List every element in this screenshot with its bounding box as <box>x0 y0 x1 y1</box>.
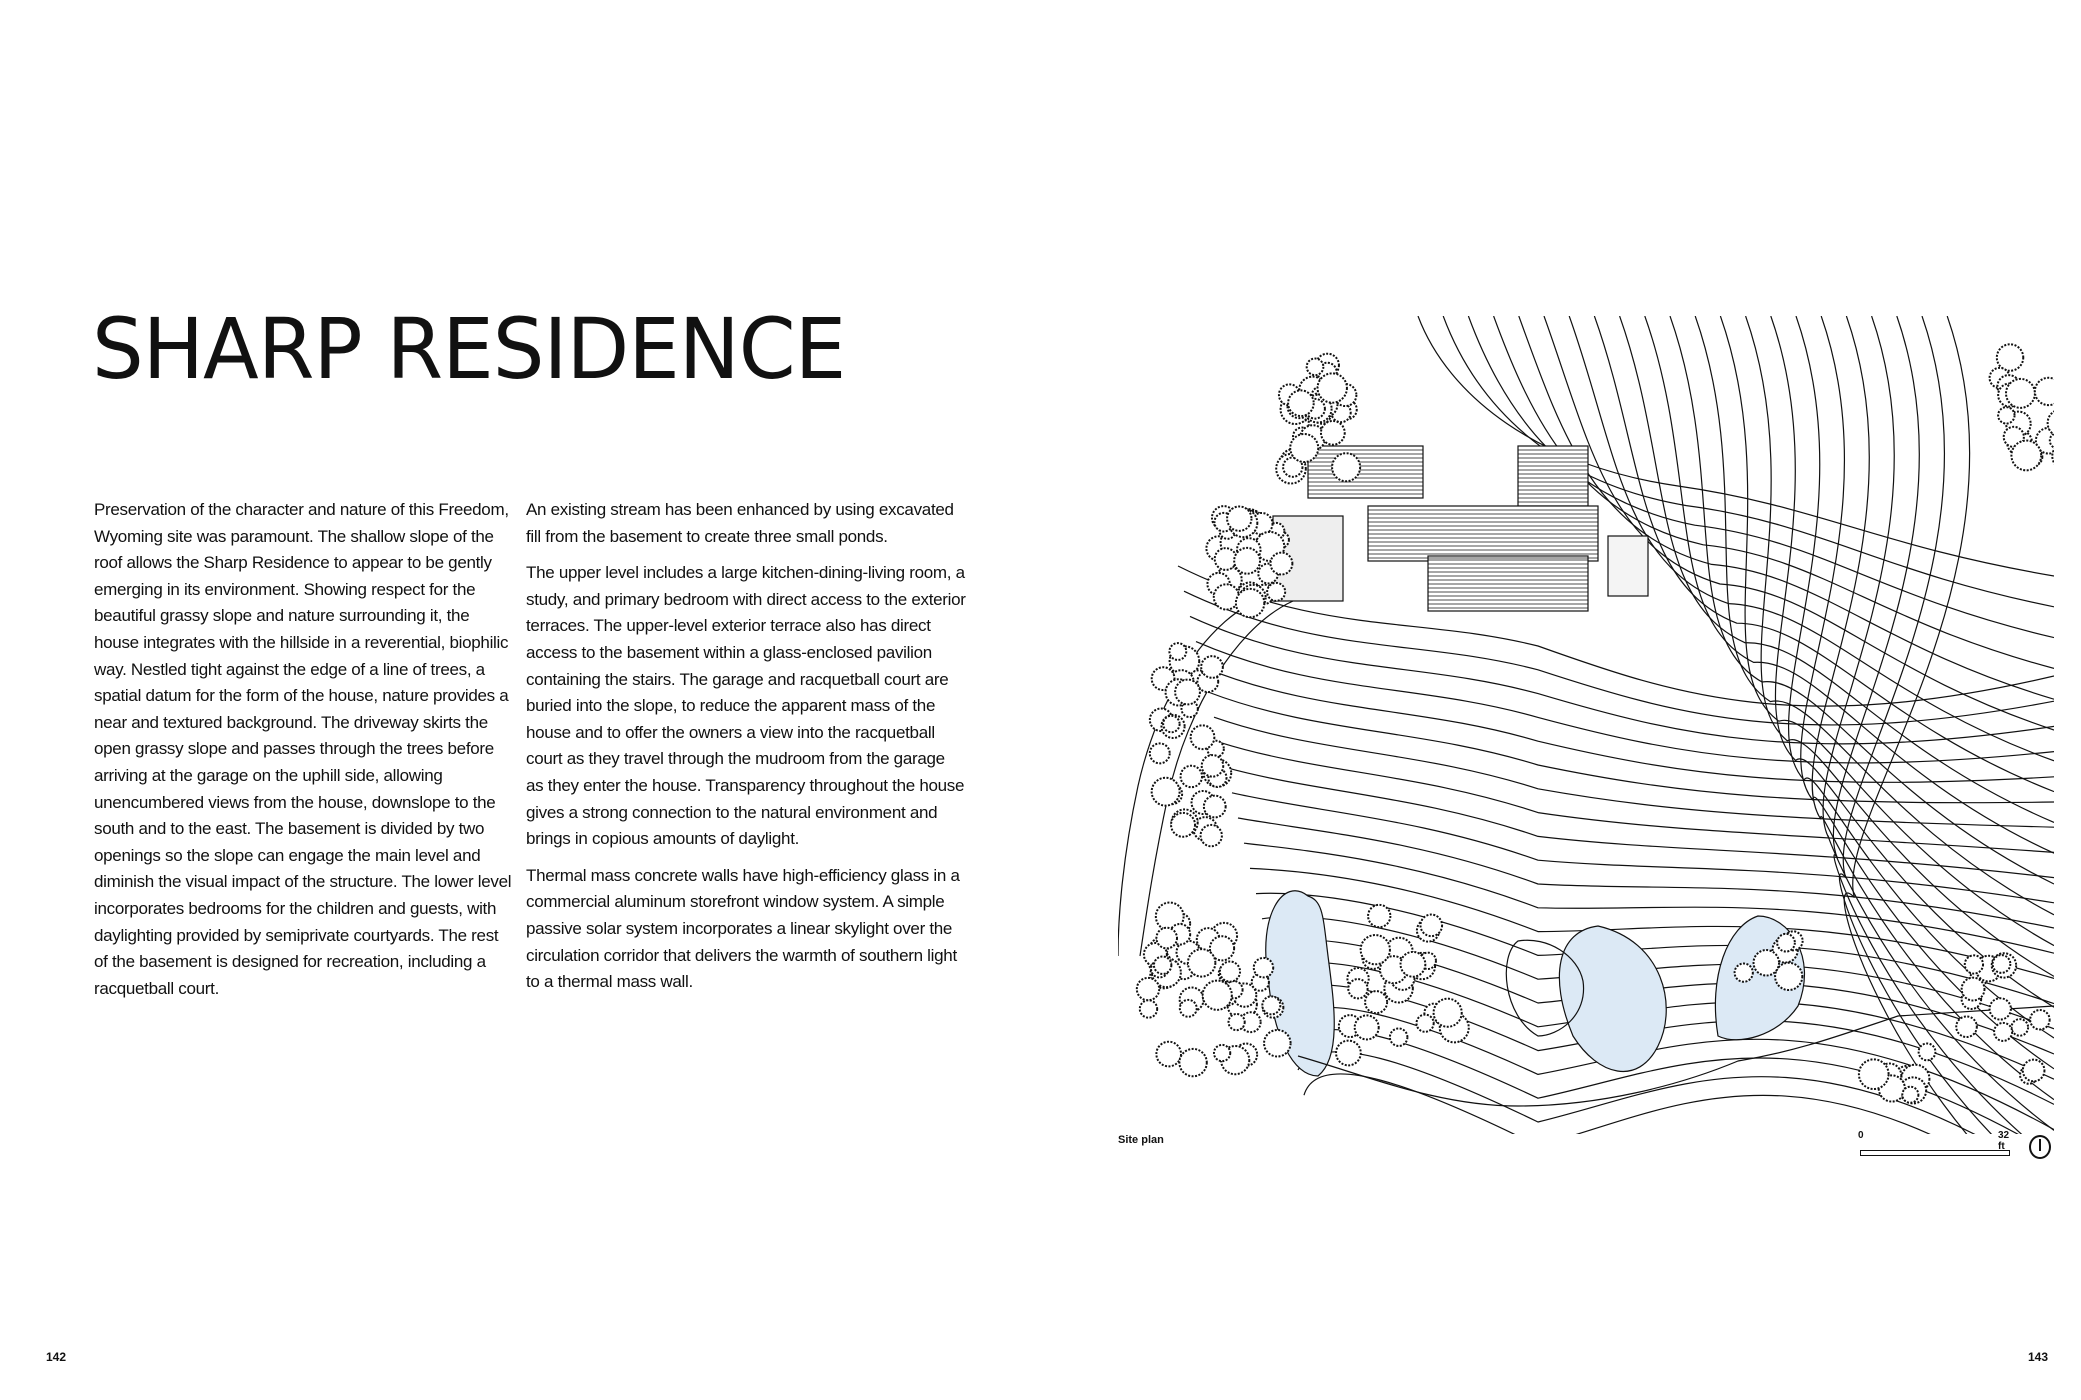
tree-icon <box>1965 955 1983 973</box>
tree-icon <box>1181 766 1202 787</box>
page-number-right: 143 <box>2028 1350 2049 1364</box>
tree-icon <box>1156 928 1177 949</box>
contour-line <box>1238 818 2054 928</box>
tree-icon <box>2030 1010 2049 1029</box>
tree-icon <box>1264 1030 1291 1057</box>
tree-icon <box>1171 813 1195 837</box>
tree-icon <box>1150 743 1170 763</box>
tree-icon <box>1332 453 1360 481</box>
tree-icon <box>2035 378 2054 405</box>
tree-icon <box>1236 589 1264 617</box>
paragraph: Preservation of the character and nature of this Freedom, Wyoming site was paramount. The shallow slope of the roof allows the Sharp Residence to appear to be gently emerging in its environment. Showing respect for the beautiful grassy slope and nature surrounding it, the house integrates with the hillside in a reverential, biophilic way. Nestled tight against the edge of a line of trees, a spatial datum for the form of the house, nature provides a near and textured background. The driveway skirts the open grassy slope and passes through the trees before arriving at the garage on the uphill side, allowing unencumbered views from the house, downslope to the south and to the east. The basement is divided by two openings so the slope can engage the main level and diminish the visual impact of the structure. The lower level incorporates bedrooms for the children and guests, with daylighting provided by semiprivate courtyards. The rest of the basement is designed for recreation, including a racquetball court. <box>94 500 512 998</box>
scale-bar <box>1858 1130 2018 1170</box>
stream <box>1298 1006 2054 1106</box>
tree-icon <box>1137 978 1159 1000</box>
scale-start: 0 <box>1858 1130 1864 1141</box>
tree-icon <box>1321 421 1345 445</box>
tree-icon <box>1270 553 1292 575</box>
site-plan-drawing <box>1118 316 2054 1134</box>
scale-end: 32 ft <box>1998 1130 2010 1152</box>
tree-icon <box>1163 716 1179 732</box>
tree-icon <box>1997 344 2023 370</box>
tree-icon <box>1390 1028 1407 1045</box>
tree-icon <box>1777 934 1795 952</box>
tree-icon <box>1355 1015 1379 1039</box>
tree-icon <box>2011 441 2041 471</box>
tree-icon <box>1348 979 1367 998</box>
tree-icon <box>1175 680 1200 705</box>
tree-icon <box>1201 825 1222 846</box>
tree-icon <box>2011 1019 2028 1036</box>
tree-icon <box>1998 407 2014 423</box>
contour-line <box>1208 692 2054 803</box>
tree-icon <box>1227 506 1251 530</box>
tree-icon <box>1156 1042 1181 1067</box>
tree-icon <box>1214 584 1239 609</box>
tree-icon <box>1215 548 1237 570</box>
tree-icon <box>1214 1045 1230 1061</box>
contour-line <box>1214 717 2054 827</box>
tree-icon <box>1994 1023 2012 1041</box>
tree-icon <box>1417 1015 1434 1032</box>
tree-icon <box>1191 725 1215 749</box>
tree-icon <box>1307 358 1324 375</box>
roof-block <box>1518 446 1588 506</box>
tree-icon <box>1262 996 1280 1014</box>
figure-caption: Site plan <box>1118 1134 1164 1146</box>
contour-line <box>1220 742 2054 852</box>
tree-icon <box>1735 964 1753 982</box>
tree-icon <box>1203 981 1232 1010</box>
north-arrow-icon <box>2029 1135 2051 1159</box>
body-column-1 <box>94 497 514 1012</box>
tree-icon <box>1336 1041 1361 1066</box>
page-title: SHARP RESIDENCE <box>92 300 846 398</box>
tree-icon <box>1229 1014 1245 1030</box>
tree-icon <box>1267 583 1285 601</box>
pond <box>1559 926 1666 1071</box>
contour-line <box>1232 793 2054 903</box>
tree-icon <box>1220 962 1240 982</box>
contour-line <box>1226 768 2054 878</box>
tree-icon <box>1254 958 1273 977</box>
tree-icon <box>1956 1016 1977 1037</box>
tree-icon <box>1401 952 1426 977</box>
tree-icon <box>1201 656 1223 678</box>
tree-icon <box>1962 978 1985 1001</box>
tree-icon <box>1290 434 1318 462</box>
contour-line <box>1695 316 2054 915</box>
contour-line <box>1298 1052 2054 1134</box>
tree-icon <box>1368 905 1390 927</box>
page-number-left: 142 <box>46 1350 67 1364</box>
body-column-2 <box>526 497 966 1006</box>
tree-icon <box>1902 1087 1918 1103</box>
contour-line <box>1286 1007 2054 1129</box>
tree-icon <box>1859 1059 1889 1089</box>
tree-icon <box>1318 373 1347 402</box>
tree-icon <box>2023 1060 2045 1082</box>
tree-icon <box>1180 1000 1197 1017</box>
tree-icon <box>1140 1000 1157 1017</box>
tree-icon <box>1919 1043 1936 1060</box>
tree-icon <box>1365 991 1387 1013</box>
paragraph: The upper level includes a large kitchen-dining-living room, a study, and primary bedroom with direct access to the exterior terraces. The upper-level exterior terrace also has direct access to the basement within a glass-enclosed pavilion containing the stairs. The garage and racquetball court are buried into the slope, to reduce the apparent mass of the house and to offer the owners a view into the racquetball court as they travel through the mudroom from the garage as they enter the house. Transparency throughout the house gives a strong connection to the natural environment and brings in copious amounts of daylight. <box>526 563 966 849</box>
tree-icon <box>1179 1049 1206 1076</box>
contour-line <box>1304 1074 2054 1134</box>
contour-line <box>1184 591 2054 725</box>
tree-icon <box>1434 999 1462 1027</box>
tree-icon <box>1202 755 1224 777</box>
scale-bar-line <box>1860 1150 2010 1156</box>
tree-icon <box>1754 950 1779 975</box>
terrace <box>1608 536 1648 596</box>
tree-icon <box>1420 915 1442 937</box>
tree-icon <box>1188 949 1215 976</box>
tree-icon <box>1154 957 1171 974</box>
tree-icon <box>1169 643 1186 660</box>
tree-icon <box>1990 998 2011 1019</box>
tree-icon <box>1361 935 1390 964</box>
paragraph: An existing stream has been enhanced by using excavated fill from the basement to create three small ponds. <box>526 500 954 546</box>
contour-line <box>1202 667 2054 783</box>
tree-icon <box>1288 390 1314 416</box>
tree-icon <box>2006 379 2035 408</box>
contour-line <box>1544 316 2054 730</box>
tree-icon <box>1152 778 1180 806</box>
tree-icon <box>1234 548 1260 574</box>
paragraph: Thermal mass concrete walls have high-efficiency glass in a commercial aluminum storefront window system. A simple passive solar system incorporates a linear skylight over the circulation corridor that delivers the warmth of southern light to a thermal mass wall. <box>526 865 960 992</box>
contour-line <box>1594 316 2054 792</box>
tree-icon <box>1204 796 1226 818</box>
house-building <box>1273 446 1648 611</box>
tree-icon <box>1993 955 2011 973</box>
